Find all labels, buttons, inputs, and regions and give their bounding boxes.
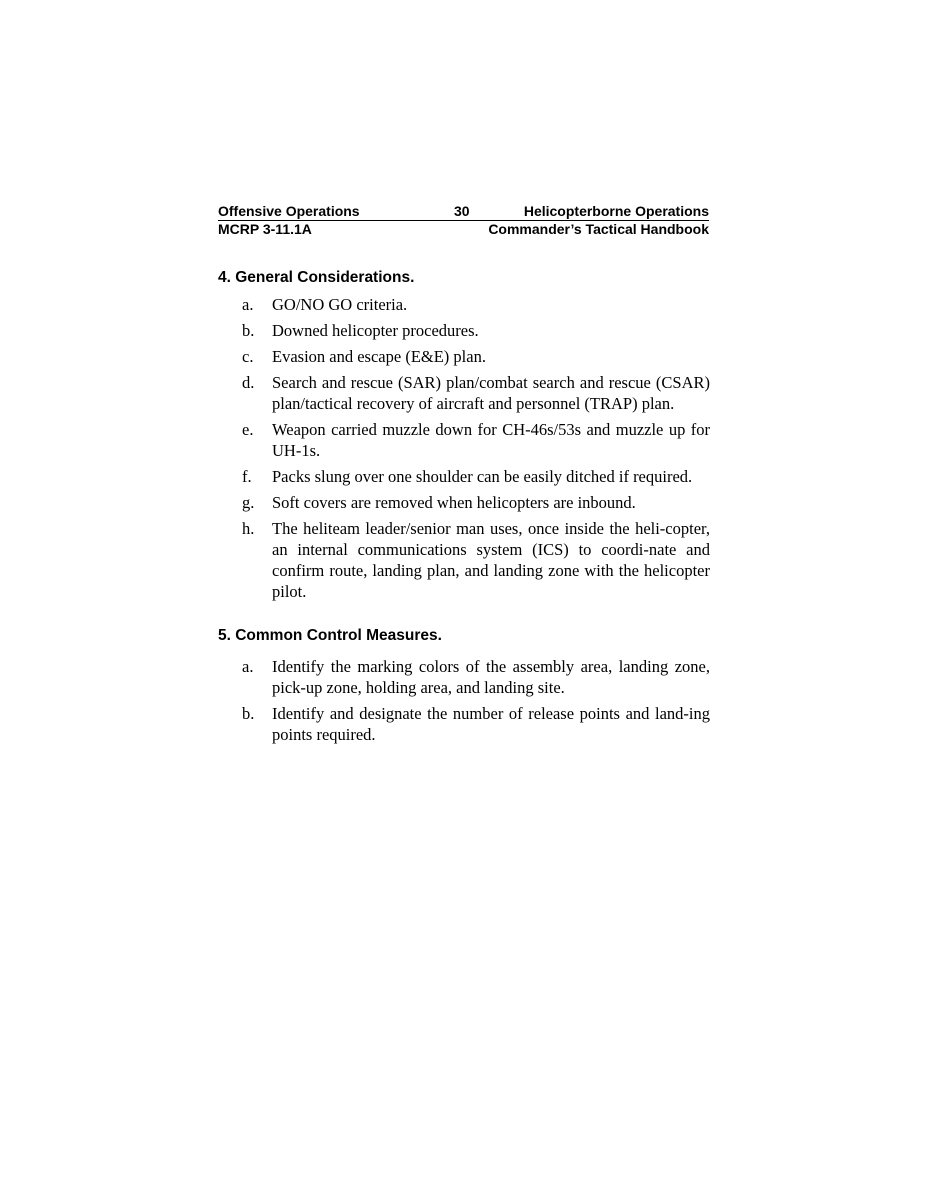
list-item-text: Identify and designate the number of release points and land-ing points required.	[272, 704, 710, 744]
section-heading-common-control-measures: 5. Common Control Measures.	[218, 627, 442, 644]
list-marker: b.	[242, 321, 255, 340]
list-item	[218, 346, 710, 367]
list-item	[218, 466, 710, 487]
list-item	[218, 294, 710, 315]
list-item	[218, 320, 710, 341]
page-number: 30	[454, 203, 470, 219]
common-control-measures-list	[218, 656, 710, 745]
list-marker: h.	[242, 519, 255, 538]
list-marker: f.	[242, 467, 252, 486]
list-item	[218, 703, 710, 745]
header-handbook-title: Commander’s Tactical Handbook	[488, 221, 709, 237]
list-marker: d.	[242, 373, 255, 392]
list-item-text: Packs slung over one shoulder can be easily ditched if required.	[272, 467, 693, 486]
list-item-text: Soft covers are removed when helicopters are inbound.	[272, 493, 636, 512]
header-chapter-title: Offensive Operations	[218, 203, 360, 219]
running-head-top-row	[218, 203, 709, 221]
list-marker: a.	[242, 657, 254, 676]
list-item-text: GO/NO GO criteria.	[272, 295, 408, 314]
list-item	[218, 656, 710, 698]
running-head-bottom-row	[218, 221, 709, 238]
list-item	[218, 492, 710, 513]
header-section-title: Helicopterborne Operations	[523, 203, 709, 219]
list-marker: g.	[242, 493, 255, 512]
list-item	[218, 372, 710, 414]
section-heading-general-considerations: 4. General Considerations.	[218, 269, 415, 286]
general-considerations-list	[218, 294, 710, 602]
list-item-text: Weapon carried muzzle down for CH-46s/53s and muzzle up for UH-1s.	[272, 420, 710, 460]
running-head	[218, 203, 709, 238]
list-item	[218, 518, 710, 602]
list-marker: a.	[242, 295, 254, 314]
list-marker: b.	[242, 704, 255, 723]
list-marker: c.	[242, 347, 254, 366]
list-item-text: Search and rescue (SAR) plan/combat search and rescue (CSAR) plan/tactical recovery of aircraft and personnel (TRAP) plan.	[272, 373, 710, 413]
list-item-text: Evasion and escape (E&E) plan.	[272, 347, 486, 366]
list-marker: e.	[242, 420, 254, 439]
page-content	[218, 268, 710, 750]
list-item	[218, 419, 710, 461]
header-publication-id: MCRP 3-11.1A	[218, 221, 312, 237]
list-item-text: Downed helicopter procedures.	[272, 321, 479, 340]
list-item-text: Identify the marking colors of the assembly area, landing zone, pick-up zone, holding area, and landing site.	[272, 657, 710, 697]
list-item-text: The heliteam leader/senior man uses, once inside the heli-copter, an internal communications system (ICS) to coordi-nate and confirm route, landing plan, and landing zone with the helicopter pilot.	[272, 519, 710, 601]
